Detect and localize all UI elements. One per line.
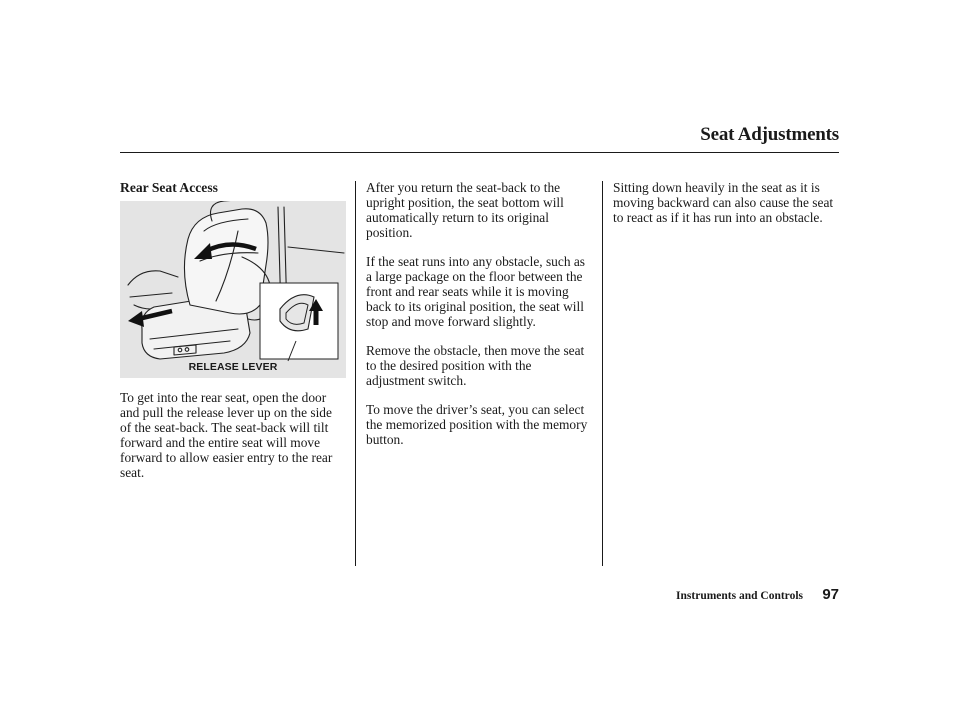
seat-drawing xyxy=(120,201,346,378)
body-paragraph: To get into the rear seat, open the door and pull the release lever up on the side of the seat-back. The seat-back will tilt forward and the entire seat will move forward to allow easier entry to the rear seat. xyxy=(120,390,333,480)
right-column xyxy=(613,180,839,239)
body-paragraph: If the seat runs into any obstacle, such as a large package on the floor between the front and rear seats while it is moving back to its original position, the seat will stop and move forward slightly. xyxy=(366,254,586,329)
page-number: 97 xyxy=(822,586,839,603)
left-column xyxy=(120,180,346,494)
section-heading: Rear Seat Access xyxy=(120,180,218,195)
body-paragraph: To move the driver’s seat, you can select the memorized position with the memory button. xyxy=(366,402,588,447)
footer-section-title: Instruments and Controls xyxy=(676,590,803,602)
column-divider xyxy=(355,181,356,566)
middle-column xyxy=(366,180,593,461)
body-paragraph: Sitting down heavily in the seat as it is moving backward can also cause the seat to react as if it has run into an obstacle. xyxy=(613,180,834,225)
body-paragraph: Remove the obstacle, then move the seat to the desired position with the adjustment switch. xyxy=(366,343,585,388)
figure-caption: RELEASE LEVER xyxy=(188,361,278,373)
body-paragraph: After you return the seat-back to the upright position, the seat bottom will automatically return to its original position. xyxy=(366,180,564,240)
column-divider xyxy=(602,181,603,566)
page-title: Seat Adjustments xyxy=(700,124,839,145)
title-rule xyxy=(120,152,839,153)
seat-illustration xyxy=(120,201,346,378)
